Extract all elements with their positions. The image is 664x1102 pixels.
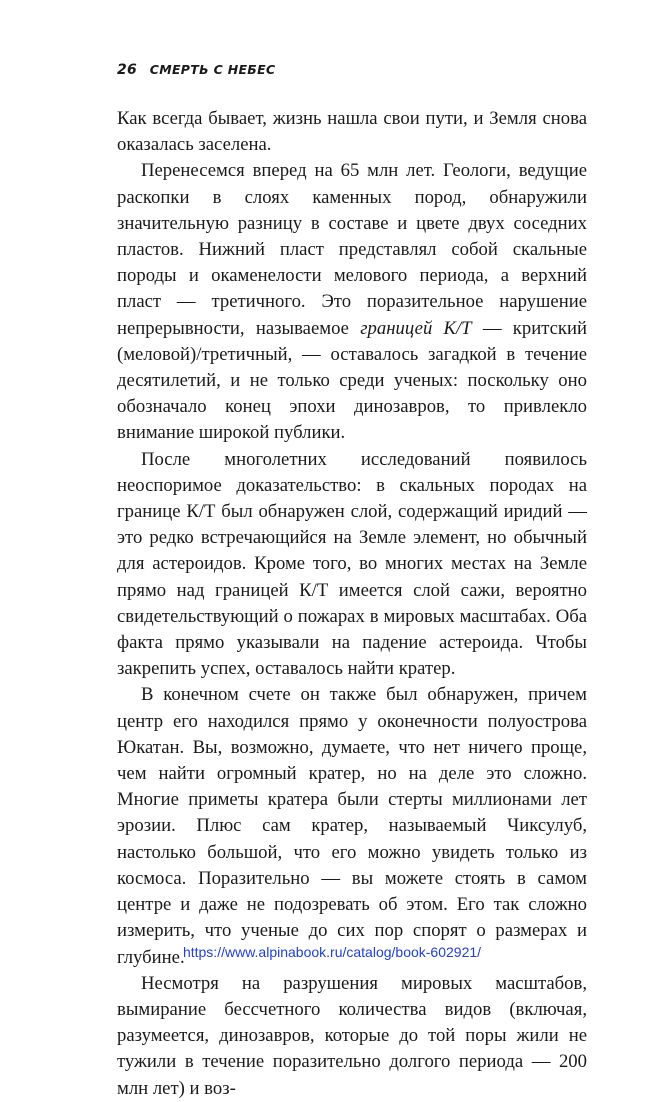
paragraph: Как всегда бывает, жизнь нашла свои пути, и Земля снова оказалась заселена. — [117, 108, 587, 156]
paragraph-text: Перенесемся вперед на 65 млн лет. Геологи, ведущие раскопки в слоях каменных пород, обнаружили значительную разницу в составе и цвете двух соседних пластов. Нижний пласт представлял собой скальные породы и окаменелости мелового периода, а верхний пласт — третичного. Это поразительное нарушение непрерывности, называемое — [117, 160, 587, 339]
paragraph-text: — критский (меловой)/третичный, — оставалось загадкой в течение десятилетий, и не только среди ученых: поскольку оно обозначало конец эпохи динозавров, то привлекло внимание широкой публики. — [117, 317, 587, 444]
catalog-link[interactable]: https://www.alpinabook.ru/catalog/book-602921/ — [182, 944, 482, 960]
paragraph: В конечном счете он также был обнаружен, причем центр его находился прямо у оконечности полуострова Юкатан. Вы, возможно, думаете, что нет ничего проще, чем найти огромный кратер, но на деле это сложно. Многие приметы кратера были стерты миллионами лет эрозии. Плюс сам кратер, называемый Чиксулуб, настолько большой, что его можно увидеть только из космоса. Поразительно — вы можете стоять в самом центре и даже не подозревать об этом. Его так сложно измерить, что ученые до сих пор спорят о размерах и глубине. — [117, 684, 587, 968]
italic-term: границей К/Т — [360, 317, 472, 339]
paragraph — [117, 158, 587, 446]
running-header — [117, 62, 275, 78]
page-number: 26 — [117, 62, 138, 78]
paragraph: Несмотря на разрушения мировых масштабов, вымирание бессчетного количества видов (включая, разумеется, динозавров, которые до той поры жили не тужили в течение поразительно долгого периода — 200 млн лет) и воз- — [117, 972, 587, 1099]
book-title: СМЕРТЬ С НЕБЕС — [149, 62, 276, 77]
paragraph: После многолетних исследований появилось неоспоримое доказательство: в скальных породах на границе К/Т был обнаружен слой, содержащий иридий — это редко встречающийся на Земле элемент, но обычный для астероидов. Кроме того, во многих местах на Земле прямо над границей К/Т имеется слой сажи, вероятно свидетельствующий о пожарах в мировых масштабах. Оба факта прямо указывали на падение астероида. Чтобы закрепить успех, оставалось найти кратер. — [117, 448, 587, 680]
